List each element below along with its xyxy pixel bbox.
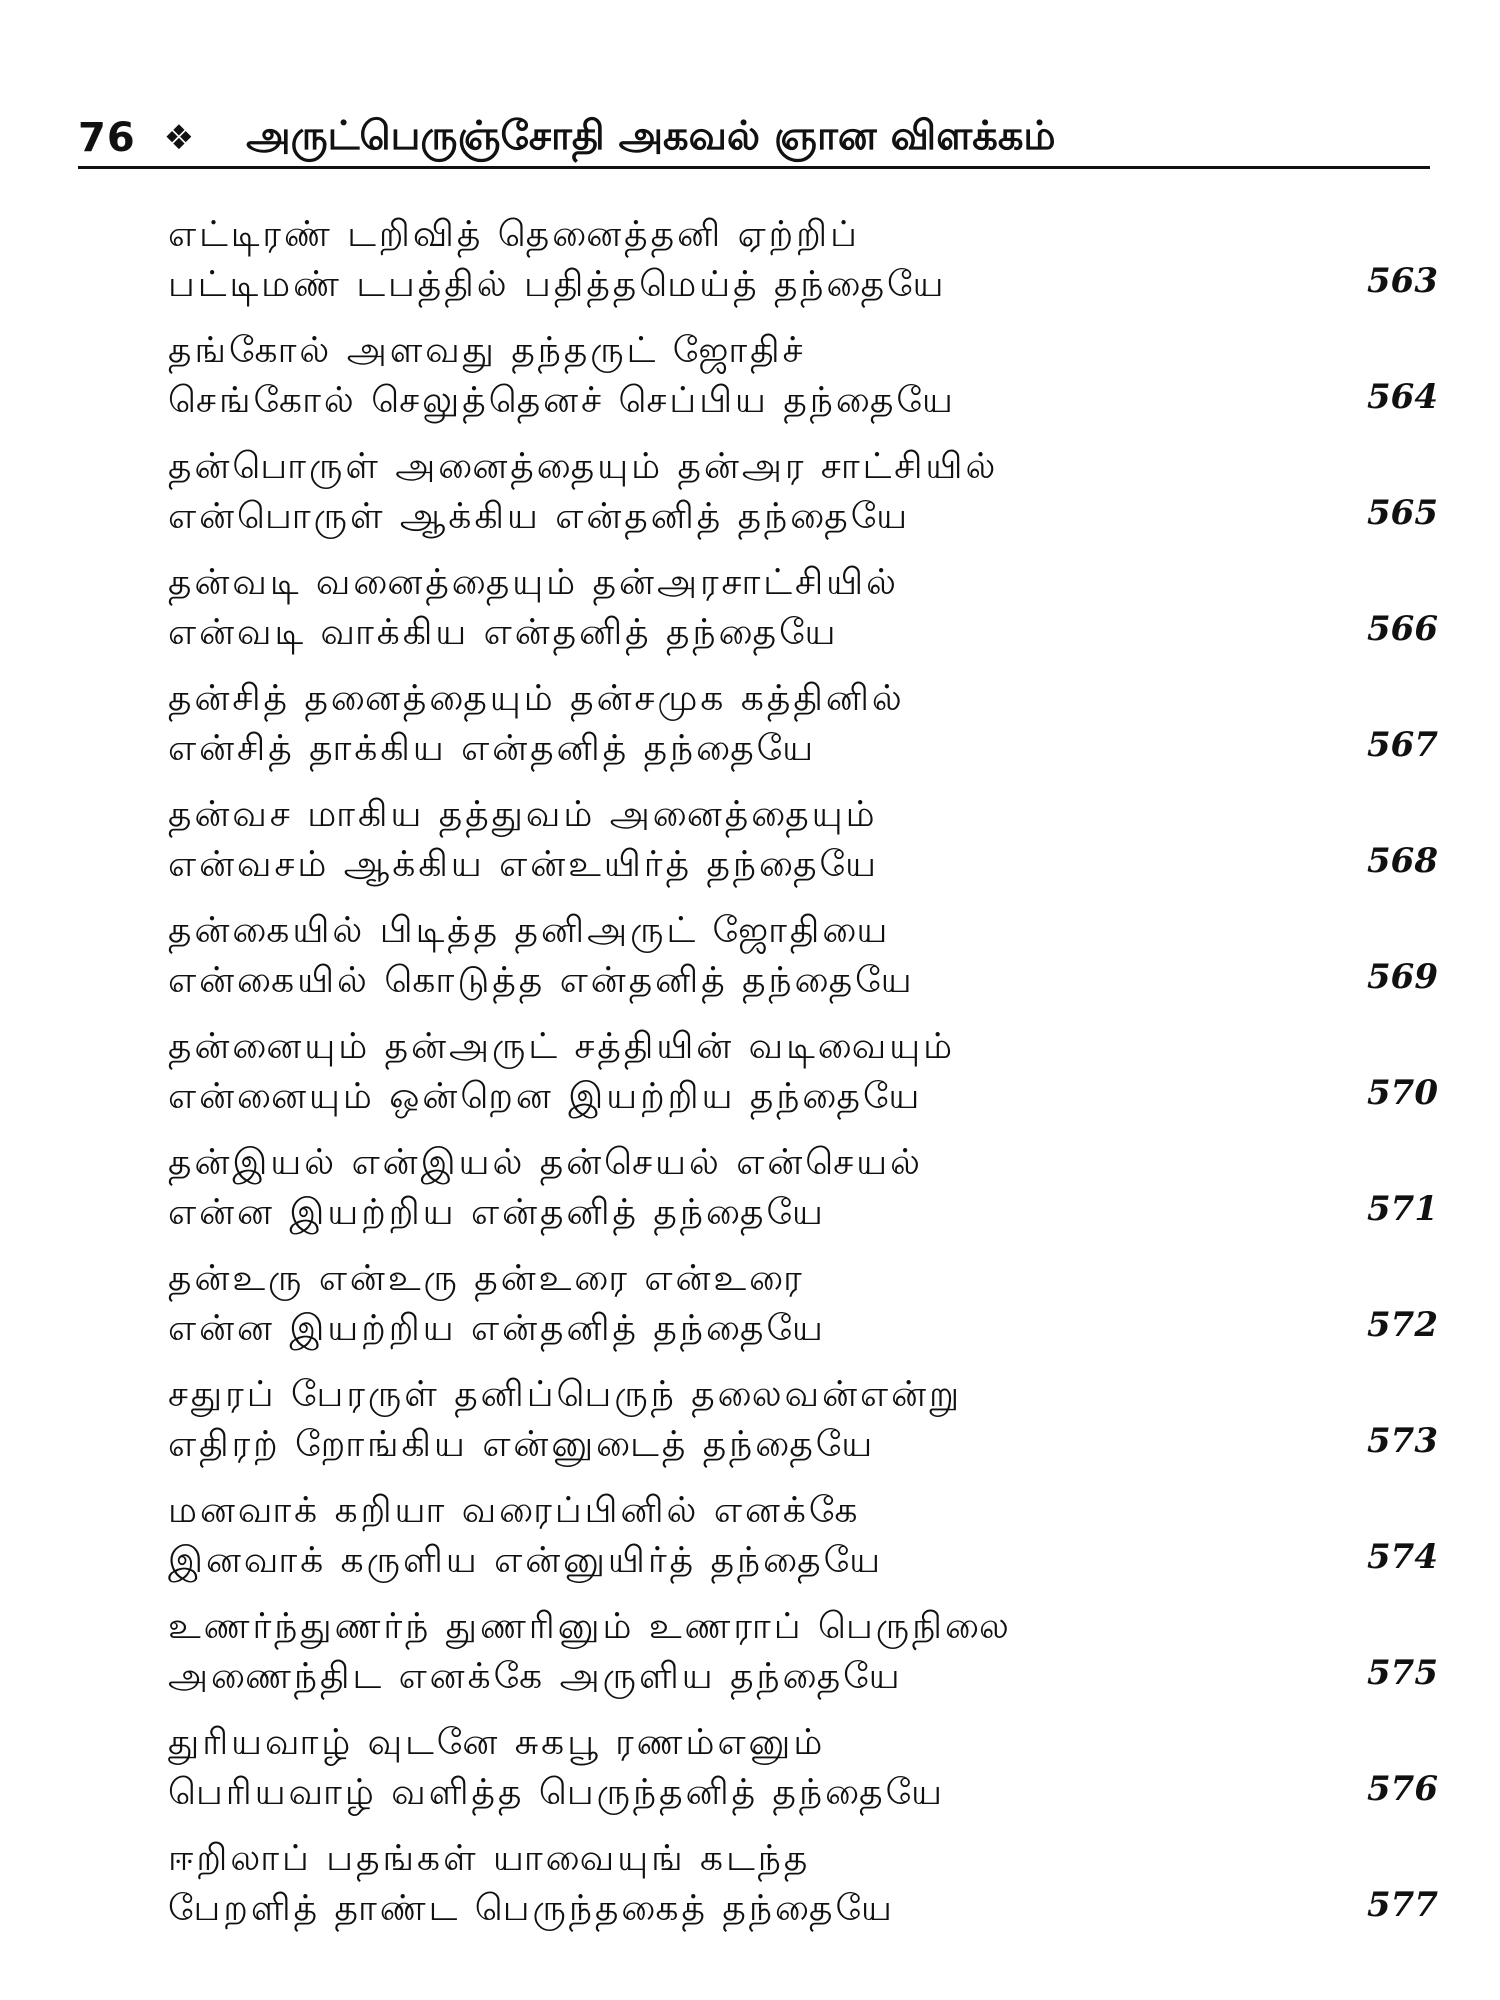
verse-number: 573: [1367, 1421, 1438, 1461]
page-number: 76: [78, 115, 136, 161]
verse-line-1: தன்பொருள் அனைத்தையும் தன்அர சாட்சியில்: [168, 446, 999, 487]
verse-line-2: என்பொருள் ஆக்கிய என்தனித் தந்தையே: [168, 496, 911, 537]
verse-577: [168, 1829, 1438, 1945]
verse-line-1: தன்வச மாகிய தத்துவம் அனைத்தையும்: [168, 794, 878, 835]
verse-line-2: எதிரற் றோங்கிய என்னுடைத் தந்தையே: [168, 1424, 876, 1465]
verse-571: [168, 1133, 1438, 1249]
verse-line-1: ஈறிலாப் பதங்கள் யாவையுங் கடந்த: [168, 1838, 811, 1879]
verse-list: [168, 205, 1438, 1945]
verse-line-2: பட்டிமண் டபத்தில் பதித்தமெய்த் தந்தையே: [168, 264, 947, 305]
verse-569: [168, 901, 1438, 1017]
verse-line-2: என்ன இயற்றிய என்தனித் தந்தையே: [168, 1308, 826, 1349]
verse-line-1: தன்வடி வனைத்தையும் தன்அரசாட்சியில்: [168, 562, 899, 603]
verse-line-2: என்கையில் கொடுத்த என்தனித் தந்தையே: [168, 960, 915, 1001]
verse-line-2: பெரியவாழ் வளித்த பெருந்தனித் தந்தையே: [168, 1772, 946, 1813]
verse-574: [168, 1481, 1438, 1597]
verse-line-1: மனவாக் கறியா வரைப்பினில் எனக்கே: [168, 1490, 861, 1531]
verse-line-2: என்சித் தாக்கிய என்தனித் தந்தையே: [168, 728, 817, 769]
verse-number: 563: [1367, 261, 1438, 301]
verse-566: [168, 553, 1438, 669]
verse-line-1: தன்னையும் தன்அருட் சத்தியின் வடிவையும்: [168, 1026, 956, 1067]
verse-line-2: என்னையும் ஒன்றென இயற்றிய தந்தையே: [168, 1076, 923, 1117]
verse-line-1: தன்இயல் என்இயல் தன்செயல் என்செயல்: [168, 1142, 923, 1183]
verse-564: [168, 321, 1438, 437]
verse-number: 577: [1367, 1885, 1438, 1925]
verse-line-1: தன்உரு என்உரு தன்உரை என்உரை: [168, 1258, 805, 1299]
verse-570: [168, 1017, 1438, 1133]
verse-573: [168, 1365, 1438, 1481]
verse-line-1: தன்சித் தனைத்தையும் தன்சமுக கத்தினில்: [168, 678, 905, 719]
verse-line-1: தங்கோல் அளவது தந்தருட் ஜோதிச்: [168, 330, 806, 371]
verse-number: 571: [1367, 1189, 1438, 1229]
running-title: அருட்பெருஞ்சோதி அகவல் ஞான விளக்கம்: [246, 112, 1056, 159]
verse-567: [168, 669, 1438, 785]
verse-number: 574: [1367, 1537, 1438, 1577]
verse-number: 570: [1367, 1073, 1438, 1113]
verse-line-1: எட்டிரண் டறிவித் தெனைத்தனி ஏற்றிப்: [168, 214, 860, 255]
verse-572: [168, 1249, 1438, 1365]
verse-line-1: சதுரப் பேரருள் தனிப்பெருந் தலைவன்என்று: [168, 1374, 963, 1415]
verse-line-2: இனவாக் கருளிய என்னுயிர்த் தந்தையே: [168, 1540, 884, 1581]
verse-line-2: பேறளித் தாண்ட பெருந்தகைத் தந்தையே: [168, 1888, 895, 1929]
verse-line-2: என்வடி வாக்கிய என்தனித் தந்தையே: [168, 612, 839, 653]
verse-line-2: அணைந்திட எனக்கே அருளிய தந்தையே: [168, 1656, 903, 1697]
ornament-icon: ❖: [163, 118, 195, 158]
verse-563: [168, 205, 1438, 321]
verse-line-2: என்வசம் ஆக்கிய என்உயிர்த் தந்தையே: [168, 844, 879, 885]
verse-number: 568: [1367, 841, 1438, 881]
verse-number: 576: [1367, 1769, 1438, 1809]
verse-line-2: என்ன இயற்றிய என்தனித் தந்தையே: [168, 1192, 826, 1233]
verse-line-2: செங்கோல் செலுத்தெனச் செப்பிய தந்தையே: [168, 380, 956, 421]
page-header: [78, 108, 1430, 168]
verse-number: 564: [1367, 377, 1438, 417]
verse-line-1: தன்கையில் பிடித்த தனிஅருட் ஜோதியை: [168, 910, 891, 951]
verse-number: 572: [1367, 1305, 1438, 1345]
verse-576: [168, 1713, 1438, 1829]
verse-565: [168, 437, 1438, 553]
verse-number: 566: [1367, 609, 1438, 649]
verse-number: 575: [1367, 1653, 1438, 1693]
verse-number: 567: [1367, 725, 1438, 765]
verse-568: [168, 785, 1438, 901]
verse-number: 565: [1367, 493, 1438, 533]
verse-line-1: உணர்ந்துணர்ந் துணரினும் உணராப் பெருநிலை: [168, 1606, 1012, 1647]
verse-number: 569: [1367, 957, 1438, 997]
header-rule: [78, 166, 1430, 169]
verse-575: [168, 1597, 1438, 1713]
verse-line-1: துரியவாழ் வுடனே சுகபூ ரணம்எனும்: [168, 1722, 826, 1763]
